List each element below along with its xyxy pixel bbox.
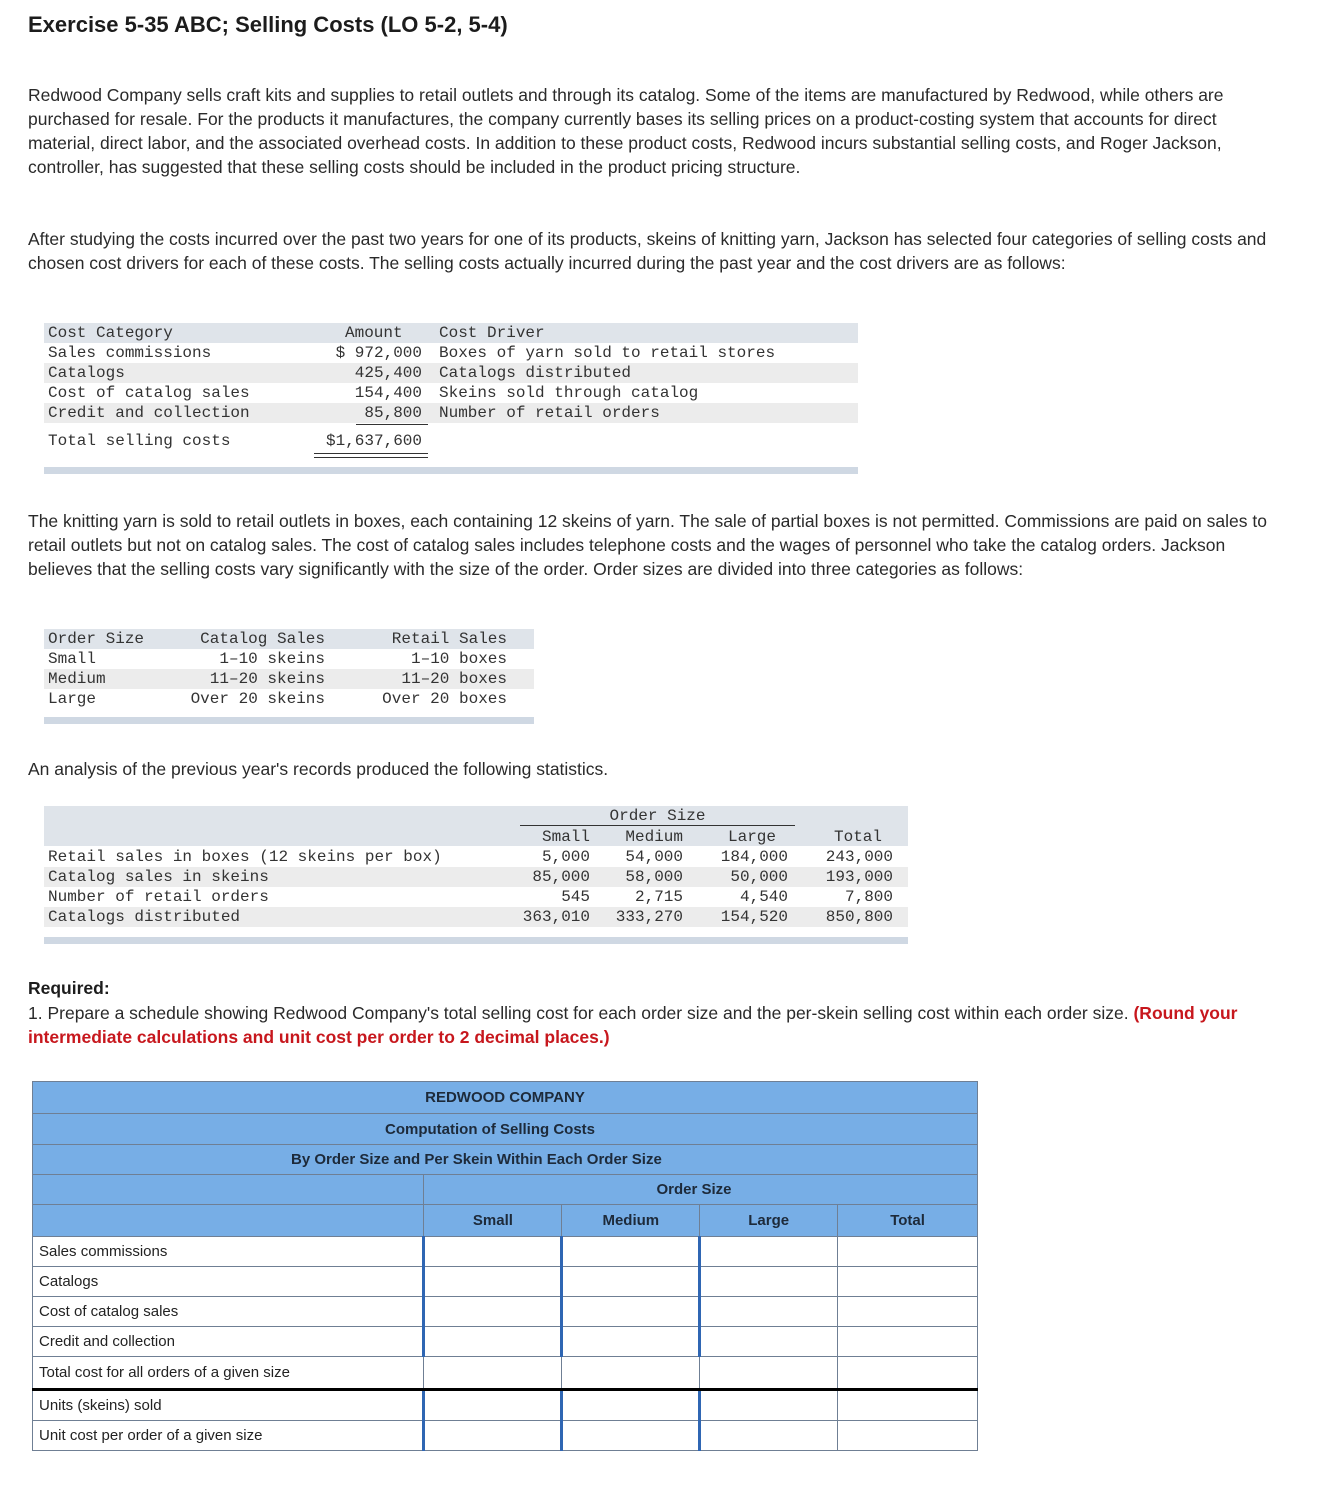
stats-header-total: Total bbox=[833, 828, 882, 846]
small-credit-and-collection-input[interactable] bbox=[424, 1327, 562, 1357]
cost-study-paragraph: After studying the costs incurred over the past two years for one of its products, skeins of knitting yarn, Jackson has selected four categories of selling costs and chosen cost drivers for each of these costs. The selling costs actually incurred during the past year and the cost drivers are as follows: bbox=[28, 229, 1267, 273]
stats-row-total: 243,000 bbox=[825, 848, 893, 866]
stats-row-label: Number of retail orders bbox=[48, 888, 269, 906]
rounding-note: (Round your intermediate calculations and unit cost per order to 2 decimal places.) bbox=[28, 1003, 1238, 1047]
total-cost-cell bbox=[700, 1357, 838, 1390]
large-cost-of-catalog-sales-input[interactable] bbox=[700, 1297, 838, 1327]
row-label-total-cost: Total cost for all orders of a given size bbox=[33, 1357, 424, 1390]
total-cost-cell bbox=[562, 1357, 700, 1390]
cost-row-category: Credit and collection bbox=[48, 404, 250, 422]
cost-row-driver: Number of retail orders bbox=[439, 404, 660, 422]
cost-row-amount: $ 972,000 bbox=[335, 344, 422, 362]
medium-credit-and-collection-input[interactable] bbox=[562, 1327, 700, 1357]
stats-row-medium: 333,270 bbox=[615, 908, 683, 926]
stats-row-medium: 2,715 bbox=[634, 888, 683, 906]
stats-group-header: Order Size bbox=[609, 807, 706, 825]
total-cell bbox=[838, 1237, 978, 1267]
cost-row-driver: Skeins sold through catalog bbox=[439, 384, 699, 402]
order-size-header: Order Size bbox=[424, 1175, 978, 1205]
analysis-paragraph: An analysis of the previous year's records produced the following statistics. bbox=[28, 759, 609, 779]
small-units-sold-input[interactable] bbox=[424, 1390, 562, 1421]
blank-header-cell bbox=[33, 1205, 424, 1237]
large-units-sold-input[interactable] bbox=[700, 1390, 838, 1421]
cost-total-label: Total selling costs bbox=[48, 432, 231, 450]
stats-row-total: 850,800 bbox=[825, 908, 893, 926]
row-label-cost-of-catalog-sales: Cost of catalog sales bbox=[33, 1297, 424, 1327]
order-row-catalog: 11–20 skeins bbox=[209, 670, 325, 688]
medium-unit-cost-input[interactable] bbox=[562, 1421, 700, 1451]
large-catalogs-input[interactable] bbox=[700, 1267, 838, 1297]
required-text bbox=[28, 1001, 1288, 1049]
row-label-units-sold: Units (skeins) sold bbox=[33, 1390, 424, 1421]
cost-row-amount: 425,400 bbox=[354, 364, 422, 382]
stats-row-total: 193,000 bbox=[825, 868, 893, 886]
cost-row-amount: 85,800 bbox=[364, 404, 422, 422]
row-label-catalogs: Catalogs bbox=[33, 1267, 424, 1297]
intro-paragraph: Redwood Company sells craft kits and supplies to retail outlets and through its catalog. Some of the items are manufactured by Redwood, while others are purchased for resale. For the products it manufactures, the company currently bases its selling prices on a product-costing system that accounts for direct material, direct labor, and the associated overhead costs. In addition to these product costs, Redwood incurs substantial selling costs, and Roger Jackson, controller, has suggested that these selling costs should be included in the product pricing structure. bbox=[28, 85, 1224, 177]
stats-row-total: 7,800 bbox=[844, 888, 893, 906]
stats-row-medium: 54,000 bbox=[625, 848, 683, 866]
stats-header-medium: Medium bbox=[625, 828, 683, 846]
stats-row-large: 154,520 bbox=[720, 908, 788, 926]
company-name: REDWOOD COMPANY bbox=[33, 1082, 978, 1114]
order-row-size: Large bbox=[48, 690, 97, 708]
blank-header-cell bbox=[33, 1175, 424, 1205]
row-label-credit-and-collection: Credit and collection bbox=[33, 1327, 424, 1357]
stats-row-small: 85,000 bbox=[532, 868, 590, 886]
order-header-size: Order Size bbox=[48, 630, 145, 648]
total-cell bbox=[838, 1327, 978, 1357]
row-label-sales-commissions: Sales commissions bbox=[33, 1237, 424, 1267]
order-header-retail: Retail Sales bbox=[391, 630, 507, 648]
total-cost-cell bbox=[424, 1357, 562, 1390]
small-sales-commissions-input[interactable] bbox=[424, 1237, 562, 1267]
order-row-size: Medium bbox=[48, 670, 106, 688]
small-unit-cost-input[interactable] bbox=[424, 1421, 562, 1451]
cost-row-amount: 154,400 bbox=[354, 384, 422, 402]
col-header-small: Small bbox=[424, 1205, 562, 1237]
total-cell bbox=[838, 1390, 978, 1421]
stats-header-large: Large bbox=[727, 828, 776, 846]
row-label-unit-cost: Unit cost per order of a given size bbox=[33, 1421, 424, 1451]
required-instruction: 1. Prepare a schedule showing Redwood Company's total selling cost for each order size and the per-skein selling cost within each order size. bbox=[28, 1003, 1129, 1023]
stats-row-large: 184,000 bbox=[720, 848, 788, 866]
stats-row-label: Catalogs distributed bbox=[48, 908, 241, 926]
schedule-title: Computation of Selling Costs bbox=[33, 1114, 978, 1145]
cost-row-category: Sales commissions bbox=[48, 344, 212, 362]
stats-header-small: Small bbox=[541, 828, 590, 846]
small-cost-of-catalog-sales-input[interactable] bbox=[424, 1297, 562, 1327]
cost-total-amount: $1,637,600 bbox=[325, 432, 422, 450]
stats-row-label: Catalog sales in skeins bbox=[48, 868, 269, 886]
stats-row-large: 4,540 bbox=[739, 888, 788, 906]
stats-row-medium: 58,000 bbox=[625, 868, 683, 886]
total-cell bbox=[838, 1297, 978, 1327]
exercise-title: Exercise 5-35 ABC; Selling Costs (LO 5-2, 5-4) bbox=[28, 12, 508, 37]
order-row-catalog: 1–10 skeins bbox=[219, 650, 325, 668]
order-row-retail: 11–20 boxes bbox=[401, 670, 507, 688]
stats-row-label: Retail sales in boxes (12 skeins per box) bbox=[48, 848, 442, 866]
col-header-medium: Medium bbox=[562, 1205, 700, 1237]
col-header-total: Total bbox=[838, 1205, 978, 1237]
cost-row-driver: Boxes of yarn sold to retail stores bbox=[439, 344, 776, 362]
schedule-subtitle: By Order Size and Per Skein Within Each Order Size bbox=[33, 1145, 978, 1175]
cost-row-category: Cost of catalog sales bbox=[48, 384, 250, 402]
order-row-size: Small bbox=[48, 650, 97, 668]
answer-table bbox=[32, 1081, 978, 1451]
large-sales-commissions-input[interactable] bbox=[700, 1237, 838, 1267]
cost-header-driver: Cost Driver bbox=[439, 324, 545, 342]
stats-row-small: 5,000 bbox=[541, 848, 590, 866]
cost-header-category: Cost Category bbox=[48, 324, 173, 342]
medium-sales-commissions-input[interactable] bbox=[562, 1237, 700, 1267]
small-catalogs-input[interactable] bbox=[424, 1267, 562, 1297]
medium-catalogs-input[interactable] bbox=[562, 1267, 700, 1297]
large-unit-cost-input[interactable] bbox=[700, 1421, 838, 1451]
medium-cost-of-catalog-sales-input[interactable] bbox=[562, 1297, 700, 1327]
order-header-catalog: Catalog Sales bbox=[200, 630, 325, 648]
order-row-catalog: Over 20 skeins bbox=[190, 690, 325, 708]
stats-row-large: 50,000 bbox=[730, 868, 788, 886]
order-row-retail: Over 20 boxes bbox=[382, 690, 507, 708]
total-cell bbox=[838, 1421, 978, 1451]
total-cell bbox=[838, 1267, 978, 1297]
cost-row-category: Catalogs bbox=[48, 364, 125, 382]
stats-row-small: 545 bbox=[561, 888, 590, 906]
cost-header-amount: Amount bbox=[345, 324, 403, 342]
order-size-paragraph: The knitting yarn is sold to retail outlets in boxes, each containing 12 skeins of yarn. The sale of partial boxes is not permitted. Commissions are paid on sales to retail outlets but not on catalog sales. The cost of catalog sales includes telephone costs and the wages of personnel who take the catalog orders. Jackson believes that the selling costs vary significantly with the size of the order. Order sizes are divided into three categories as follows: bbox=[28, 511, 1267, 579]
required-heading: Required: bbox=[28, 978, 110, 998]
col-header-large: Large bbox=[700, 1205, 838, 1237]
large-credit-and-collection-input[interactable] bbox=[700, 1327, 838, 1357]
total-cost-cell bbox=[838, 1357, 978, 1390]
stats-row-small: 363,010 bbox=[522, 908, 590, 926]
cost-row-driver: Catalogs distributed bbox=[439, 364, 632, 382]
medium-units-sold-input[interactable] bbox=[562, 1390, 700, 1421]
order-row-retail: 1–10 boxes bbox=[410, 650, 507, 668]
